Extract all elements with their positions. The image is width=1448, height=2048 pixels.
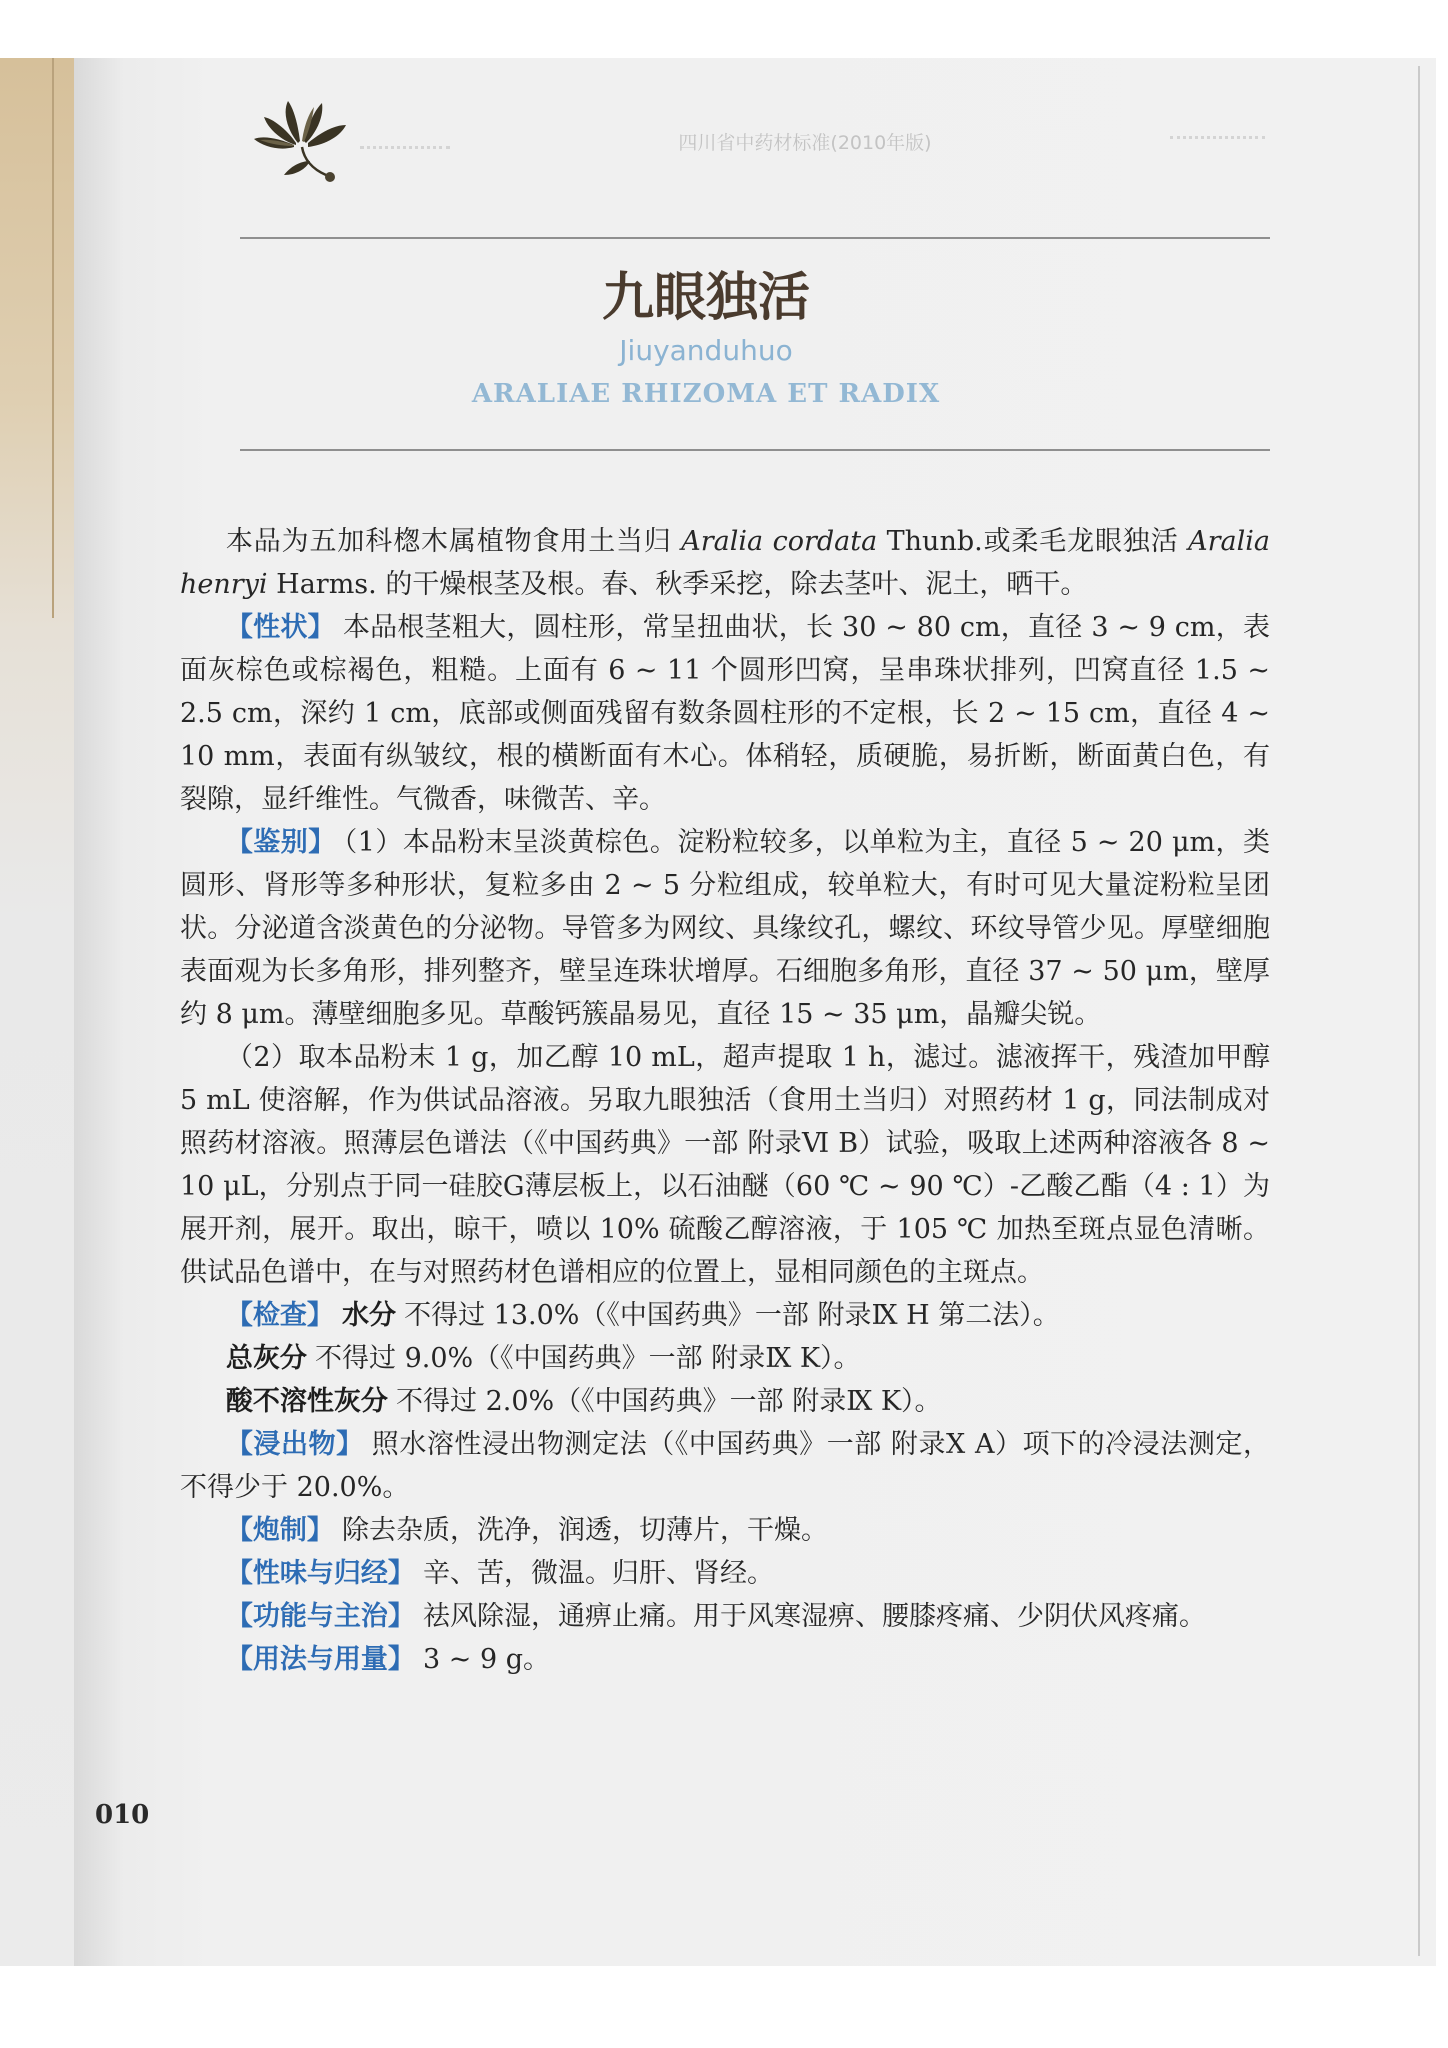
section-text-gongneng: 祛风除湿，通痹止痛。用于风寒湿痹、腰膝疼痛、少阴伏风疼痛。 xyxy=(422,1601,1206,1632)
section-xingwei xyxy=(180,1552,1270,1595)
section-label-xingwei: 【性味与归经】 xyxy=(225,1558,415,1589)
title-pinyin: Jiuyanduhuo xyxy=(619,334,793,367)
jiancha-item xyxy=(180,1337,1270,1380)
title-top-rule xyxy=(240,237,1270,239)
section-jinchuwu xyxy=(180,1423,1270,1509)
monograph-body xyxy=(180,520,1270,1681)
section-jianbie-2 xyxy=(180,1036,1270,1294)
intro-text-3: Harms. 的干燥根茎及根。春、秋季采挖，除去茎叶、泥土，晒干。 xyxy=(267,569,1088,600)
section-text-xingzhuang: 本品根茎粗大，圆柱形，常呈扭曲状，长 30 ~ 80 cm，直径 3 ~ 9 cm，表面灰棕色或棕褐色，粗糙。上面有 6 ~ 11 个圆形凹窝，呈串珠状排列，凹窝直径 1.5 ~ 2.5 cm，深约 1 cm，底部或侧面残留有数条圆柱形的不定根，长 2 ~ 15 cm，直径 4 ~ 10 mm，表面有纵皱纹，根的横断面有木心。体稍轻，质硬脆，易折断，断面黄白色，有裂隙，显纤维性。气微香，味微苦、辛。 xyxy=(180,612,1270,815)
latin-name-1: Aralia cordata xyxy=(681,526,878,557)
section-label-xingzhuang: 【性状】 xyxy=(225,612,335,643)
running-header: 四川省中药材标准(2010年版) xyxy=(678,132,932,154)
section-label-jinchuwu: 【浸出物】 xyxy=(225,1429,364,1460)
section-text-yongfa: 3 ~ 9 g。 xyxy=(422,1644,550,1675)
section-jianbie xyxy=(180,821,1270,1036)
jiancha-item-text: 不得过 9.0%（《中国药典》一部 附录Ⅸ K）。 xyxy=(314,1343,861,1374)
jiancha-item-name: 酸不溶性灰分 xyxy=(225,1386,388,1417)
jiancha-item-text: 不得过 2.0%（《中国药典》一部 附录Ⅸ K）。 xyxy=(395,1386,942,1417)
latin-name-2: Aralia henryi xyxy=(180,526,1270,600)
section-label-paozhi: 【炮制】 xyxy=(225,1515,334,1546)
intro-paragraph xyxy=(180,520,1270,606)
page-title: 九眼独活 xyxy=(601,267,810,328)
section-text-paozhi: 除去杂质，洗净，润透，切薄片，干燥。 xyxy=(341,1515,828,1546)
title-bottom-rule xyxy=(240,449,1270,451)
page-number: 010 xyxy=(95,1800,150,1830)
section-label-jianbie: 【鉴别】 xyxy=(225,827,336,858)
intro-text-2: Thunb.或柔毛龙眼独活 xyxy=(877,526,1189,557)
header-ornament-left xyxy=(360,146,450,149)
jiancha-item xyxy=(180,1380,1270,1423)
header-ornament-right xyxy=(1170,136,1265,139)
section-jiancha xyxy=(180,1294,1270,1337)
title-block xyxy=(200,268,1212,418)
section-yongfa xyxy=(180,1638,1270,1681)
section-gongneng xyxy=(180,1595,1270,1638)
page-fold-shadow xyxy=(1418,66,1420,1956)
section-xingzhuang xyxy=(180,606,1270,821)
section-text-jianbie-1: （1）本品粉末呈淡黄棕色。淀粉粒较多，以单粒为主，直径 5 ~ 20 μm，类圆形、肾形等多种形状，复粒多由 2 ~ 5 分粒组成，较单粒大，有时可见大量淀粉粒呈团状。分泌道含淡黄色的分泌物。导管多为网纹、具缘纹孔，螺纹、环纹导管少见。厚壁细胞表面观为长多角形，排列整齐，壁呈连珠状增厚。石细胞多角形，直径 37 ~ 50 μm，壁厚约 8 μm。薄壁细胞多见。草酸钙簇晶易见，直径 15 ~ 35 μm，晶瓣尖锐。 xyxy=(180,827,1270,1030)
section-text-jinchuwu: 照水溶性浸出物测定法（《中国药典》一部 附录Ⅹ A）项下的冷浸法测定，不得少于 20.0%。 xyxy=(180,1429,1271,1503)
jiancha-item-text: 不得过 13.0%（《中国药典》一部 附录Ⅸ H 第二法）。 xyxy=(404,1300,1060,1331)
section-text-jianbie-2: （2）取本品粉末 1 g，加乙醇 10 mL，超声提取 1 h，滤过。滤液挥干，残渣加甲醇 5 mL 使溶解，作为供试品溶液。另取九眼独活（食用土当归）对照药材 1 g，同法制成对照药材溶液。照薄层色谱法（《中国药典》一部 附录Ⅵ B）试验，吸取上述两种溶液各 8 ~ 10 μL，分别点于同一硅胶G薄层板上，以石油醚（60 ℃ ~ 90 ℃）-乙酸乙酯（4 : 1）为展开剂，展开。取出，晾干，喷以 10% 硫酸乙醇溶液，于 105 ℃ 加热至斑点显色清晰。供试品色谱中，在与对照药材色谱相应的位置上，显相同颜色的主斑点。 xyxy=(180,1042,1270,1288)
section-label-gongneng: 【功能与主治】 xyxy=(225,1601,415,1632)
section-paozhi xyxy=(180,1509,1270,1552)
intro-text-1: 本品为五加科楤木属植物食用土当归 xyxy=(225,526,682,557)
section-text-xingwei: 辛、苦，微温。归肝、肾经。 xyxy=(422,1558,774,1589)
section-label-jiancha: 【检查】 xyxy=(225,1300,334,1331)
jiancha-item-name: 总灰分 xyxy=(225,1343,307,1374)
leaf-logo-icon xyxy=(250,95,356,191)
book-edge xyxy=(0,58,74,1966)
jiancha-item-name: 水分 xyxy=(341,1300,396,1331)
title-latin: ARALIAE RHIZOMA ET RADIX xyxy=(471,379,941,409)
book-edge-line xyxy=(52,58,54,618)
section-label-yongfa: 【用法与用量】 xyxy=(225,1644,415,1675)
